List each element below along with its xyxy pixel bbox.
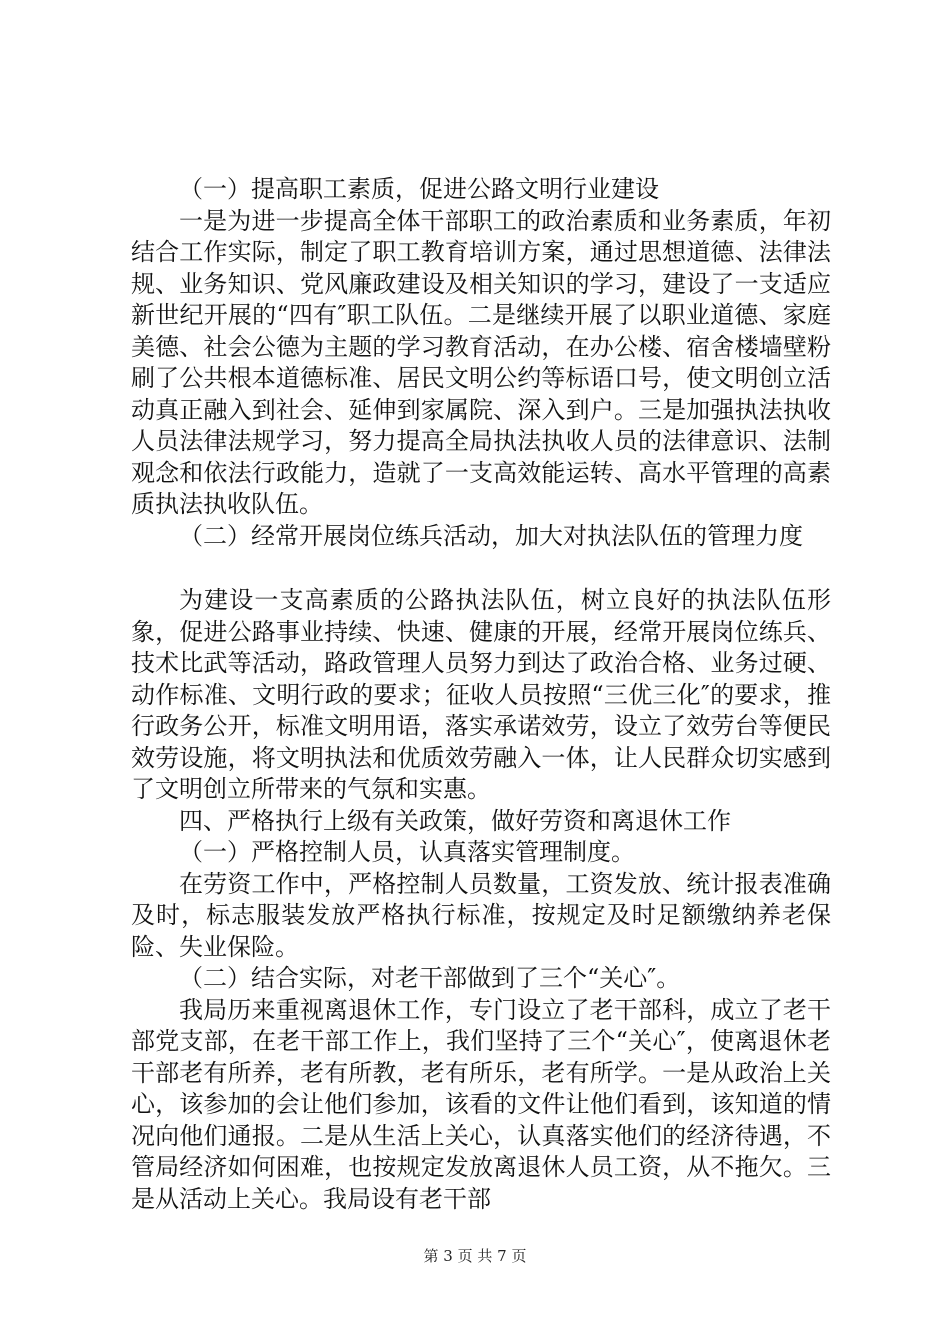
subsection-heading-2: （二）结合实际，对老干部做到了三个“关心″。 — [179, 964, 681, 992]
paragraph: 为建设一支高素质的公路执法队伍，树立良好的执法队伍形象，促进公路事业持续、快速、健康的开展，经常开展岗位练兵、技术比武等活动，路政管理人员努力到达了政治合格、业务过硬、动作标准、文明行政的要求；征收人员按照“三优三化″的要求，推行政务公开，标准文明用语，落实承诺效劳，设立了效劳台等便民效劳设施，将文明执法和优质效劳融入一体，让人民群众切实感到了文明创立所带来的气氛和实惠。 — [131, 586, 831, 803]
page-number: 第 3 页 共 7 页 — [423, 1247, 527, 1265]
subsection-heading-1: （一）严格控制人员，认真落实管理制度。 — [179, 838, 635, 866]
section-heading-1: （一）提高职工素质，促进公路文明行业建设 — [179, 175, 659, 203]
document-body — [131, 174, 831, 1215]
section-heading-4: 四、严格执行上级有关政策，做好劳资和离退休工作 — [179, 806, 731, 835]
paragraph: 我局历来重视离退休工作，专门设立了老干部科，成立了老干部党支部，在老干部工作上，我们坚持了三个“关心″，使离退休老干部老有所养，老有所教，老有所乐，老有所学。一是从政治上关心，该参加的会让他们参加，该看的文件让他们看到，该知道的情况向他们通报。二是从生活上关心，认真落实他们的经济待遇，不管局经济如何困难，也按规定发放离退休人员工资，从不拖欠。三是从活动上关心。我局设有老干部 — [131, 995, 831, 1213]
paragraph: 在劳资工作中，严格控制人员数量，工资发放、统计报表准确及时，标志服装发放严格执行标准，按规定及时足额缴纳养老保险、失业保险。 — [131, 869, 831, 961]
paragraph: 一是为进一步提高全体干部职工的政治素质和业务素质，年初结合工作实际，制定了职工教育培训方案，通过思想道德、法律法规、业务知识、党风廉政建设及相关知识的学习，建设了一支适应新世纪开展的“四有″职工队伍。二是继续开展了以职业道德、家庭美德、社会公德为主题的学习教育活动，在办公楼、宿舍楼墙壁粉刷了公共根本道德标准、居民文明公约等标语口号，使文明创立活动真正融入到社会、延伸到家属院、深入到户。三是加强执法执收人员法律法规学习，努力提高全局执法执收人员的法律意识、法制观念和依法行政能力，造就了一支高效能运转、高水平管理的高素质执法执收队伍。 — [131, 206, 831, 518]
page-footer — [0, 1245, 950, 1266]
section-heading-2: （二）经常开展岗位练兵活动，加大对执法队伍的管理力度 — [179, 521, 803, 550]
